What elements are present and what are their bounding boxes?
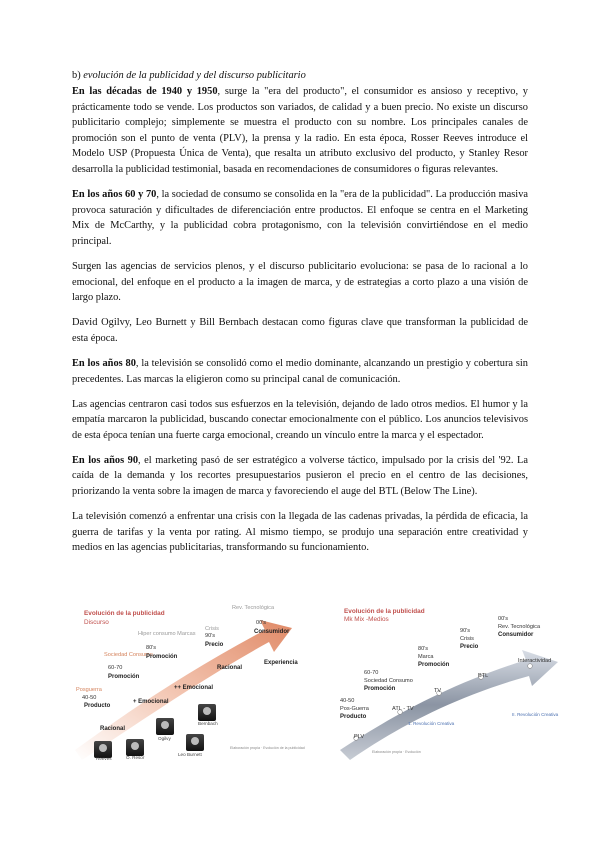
revolution-2: II. Revolución Creativa [512, 712, 559, 717]
stage-2-era: Sociedad Consumo [104, 652, 153, 658]
m-stage-1-decade: 40-50 [340, 698, 355, 704]
figure-mkmix [336, 600, 561, 760]
m-stage-5-decade: 00's [498, 616, 509, 622]
figure-mkmix-subtitle: Mk Mix -Medios [344, 616, 389, 623]
media-atl-tv: ATL - TV [392, 706, 414, 712]
stage-2-decade: 60-70 [108, 665, 123, 671]
paragraph-5-lead: En los años 80 [72, 357, 136, 369]
paragraph-7-lead: En los años 90 [72, 454, 139, 466]
stage-1-name: Producto [84, 703, 111, 709]
figure-discurso-title: Evolución de la publicidad [84, 610, 165, 617]
stage-2-name: Promoción [108, 674, 140, 680]
axis-racional-1: Racional [100, 726, 126, 732]
caption-reeves: Reeves [96, 756, 112, 761]
paragraph-1 [72, 84, 528, 178]
paragraph-2-text: , la sociedad de consumo se consolida en la "era de la publicidad". La producción masiva provoca saturación y dificultades de diferenciación entre productos. El enfoque se centra en el Marketing Mix de McCarthy, y la publicidad cobra protagonismo, con la televisión convirtiéndose en el medio principal. [72, 189, 529, 247]
stage-3-era: Hiper consumo Marcas [138, 631, 196, 637]
caption-resor: O. Resor [126, 755, 145, 760]
m-stage-5-name: Consumidor [498, 632, 534, 638]
media-tv: TV [434, 688, 442, 694]
figure-discurso [70, 600, 305, 761]
figure-discurso-footnote: Elaboración propia · Evolución de la publicidad [230, 746, 305, 750]
m-stage-3-decade: 80's [418, 646, 429, 652]
media-interactividad: Interactividad [518, 658, 552, 664]
stage-5-decade: 00's [256, 620, 267, 626]
figures-row [70, 600, 559, 761]
revolution-1: 1. Revolución Creativa [408, 721, 455, 726]
stage-5-era: Rev. Tecnológica [232, 605, 275, 611]
axis-emocional-plus: ++ Emocional [174, 685, 214, 691]
figure-mkmix-footnote: Elaboración propia · Evolución [372, 750, 421, 754]
m-stage-1-name: Producto [340, 714, 367, 720]
m-stage-2-name: Promoción [364, 686, 396, 692]
paragraph-5 [72, 356, 528, 387]
section-heading [72, 70, 528, 81]
paragraph-5-text: , la televisión se consolidó como el medio dominante, alcanzando un prestigio y cobertura sin precedentes. Las marcas la eligieron como su principal canal de comunicación. [72, 357, 528, 385]
m-stage-4-name: Precio [460, 644, 479, 650]
heading-prefix: b) [72, 70, 84, 81]
m-stage-4-era: Crisis [460, 636, 474, 642]
document-page [72, 70, 528, 565]
m-stage-2-era: Sociedad Consumo [364, 678, 413, 684]
heading-title: evolución de la publicidad y del discurso publicitario [83, 70, 306, 81]
stage-4-era: Crisis [205, 626, 219, 632]
paragraph-8: La televisión comenzó a enfrentar una crisis con la llegada de las cadenas privadas, la pérdida de eficacia, la guerra de tarifas y la venta por rating. Al mismo tiempo, se produjo una separación entre creatividad y medios en las agencias publicitarias, transformando su funcionamiento. [72, 511, 528, 554]
m-stage-1-era: Pos-Guerra [340, 706, 369, 712]
stage-1-era: Posguerra [76, 687, 102, 693]
axis-experiencia: Experiencia [264, 660, 298, 666]
m-stage-4-decade: 90's [460, 628, 471, 634]
paragraph-7 [72, 453, 528, 500]
caption-burnett: Leo Burnett [178, 752, 202, 757]
stage-1-decade: 40-50 [82, 695, 97, 701]
paragraph-3: Surgen las agencias de servicios plenos, y el discurso publicitario evoluciona: se pasa de lo racional a lo emocional, del enfoque en el producto a la imagen de marca, y de estrategias a corto plazo a una visión de largo plazo. [72, 260, 528, 304]
figure-mkmix-title: Evolución de la publicidad [344, 608, 425, 615]
paragraph-1-text: , surge la "era del producto", el consumidor es ansioso y receptivo, y prácticamente todo se vende. Los productos son variados, de calidad y a buen precio. No existe un discurso publicitario complejo; simplemente se muestra el producto con su nombre. Los principales canales de promoción son el punto de venta (PLV), la prensa y la radio. En esta época, Rosser Reeves introduce el Modelo USP (Propuesta Única de Venta), que resalta un atributo exclusivo del producto, y Stanley Resor desarrolla la publicidad testimonial, basada en recomendaciones de consumidores o figuras relevantes. [72, 86, 528, 175]
caption-ogilvy: Ogilvy [158, 736, 171, 741]
portrait-burnett-icon [186, 734, 204, 751]
paragraph-6: Las agencias centraron casi todos sus esfuerzos en la televisión, dejando de lado otros medios. El humor y la empatía marcaron la publicidad, buscando conectar emocionalmente con el público. Los anuncios televisivos de esta época tenían una fuerte carga emocional, creando un vínculo entre la marca y el espectador. [72, 398, 528, 441]
media-btl: BTL [478, 673, 489, 679]
paragraph-4: David Ogilvy, Leo Burnett y Bill Bernbach destacan como figuras clave que transforman la publicidad de esta época. [72, 317, 528, 344]
paragraph-2-lead: En los años 60 y 70 [72, 189, 157, 201]
figure-discurso-subtitle: Discurso [84, 619, 109, 626]
paragraph-2 [72, 187, 528, 249]
paragraph-1-lead: En las décadas de 1940 y 1950 [72, 86, 218, 97]
caption-bernbach: Bernbach [198, 721, 218, 726]
stage-4-decade: 90's [205, 633, 216, 639]
paragraph-7-text: , el marketing pasó de ser estratégico a volverse táctico, impulsado por la crisis del '92. La caída de la demanda y los recortes presupuestarios pusieron el precio en el centro de las decisiones, priorizando la venta sobre la imagen de marca y favoreciendo el auge del BTL (Below The Line). [72, 454, 528, 498]
stage-3-decade: 80's [146, 645, 157, 651]
axis-emocional: + Emocional [133, 699, 169, 705]
m-stage-2-decade: 60-70 [364, 670, 379, 676]
stage-5-name: Consumidor [254, 629, 290, 635]
m-stage-3-name: Promoción [418, 662, 450, 668]
portrait-bernbach-icon [198, 704, 216, 721]
stage-3-name: Promoción [146, 654, 178, 660]
portrait-ogilvy-icon [156, 718, 174, 735]
m-stage-5-era: Rev. Tecnológica [498, 624, 541, 630]
m-stage-3-era: Marca [418, 654, 434, 660]
axis-racional-2: Racional [217, 665, 243, 671]
stage-4-name: Precio [205, 642, 224, 648]
portrait-resor-icon [126, 739, 144, 756]
media-plv: PLV [354, 734, 365, 740]
